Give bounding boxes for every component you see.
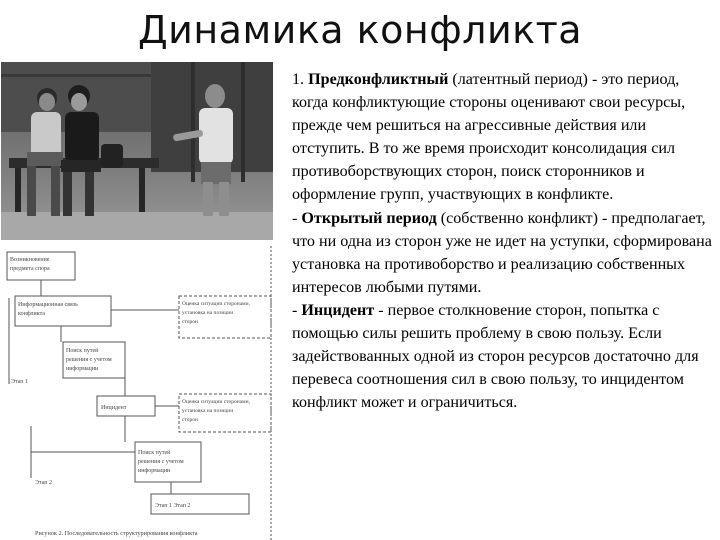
conflict-flow-diagram [1,246,273,540]
paragraph-latent-period [292,68,718,207]
p2-body: (собственно конфликт) - предполагает, что ни одна из сторон уже не идет на уступки, сформирована установка на противоборство и реализацию собственных интересов любыми путями. [292,209,712,296]
photo-image [1,62,273,240]
diagram-box2-label: Информационная связь конфликта [18,302,78,317]
diagram-box4-label: Инцидент [101,405,127,411]
slide-title: Динамика конфликта [137,8,583,52]
body-text [292,68,718,414]
diagram-caption: Рисунок 2. Последовательность структурирования конфликта [35,530,198,537]
p1-body: (латентный период) - это период, когда конфликтующие стороны оценивают свои ресурсы, прежде чем решиться на агрессивные действия или отступить. В то же время происходит консолидация сил противоборствующих сторон, поиск сторонников и оформление групп, участвующих в конфликте. [292,71,686,204]
diagram-box5-label: Поиск путей решения с учетом информации [138,450,184,474]
diagram-stage1-label: Этап 1 [11,379,28,385]
diagram-box6-label: Этап 1 Этап 2 [155,503,191,509]
diagram-box1-label: Возникновение предмета спора [10,257,50,272]
diagram-note2-label: Оценка ситуации сторонами, установка на позиции сторон [182,399,250,423]
diagram-stage2-label: Этап 2 [35,480,52,486]
p3-body: - первое столкновение сторон, попытка с помощью силы решить проблему в свою пользу. Если задействованных одной из сторон ресурсов достаточно для перевеса соотношения сил в свою пользу, то инцидентом конфликт может и ограничиться. [292,301,699,412]
p2-prefix: - [292,209,302,227]
diagram-note1-label: Оценка ситуации сторонами, установка на позиции сторон [182,301,250,325]
paragraph-incident [292,299,718,414]
p2-term: Открытый период [301,209,437,227]
paragraph-open-period [292,207,718,299]
p3-term: Инцидент [301,301,375,319]
p1-prefix: 1. [292,71,309,88]
p3-prefix: - [292,301,302,319]
p1-term: Предконфликтный [308,71,449,88]
diagram-box3-label: Поиск путей решения с учетом информации [66,348,112,372]
conflict-photo [1,62,273,240]
